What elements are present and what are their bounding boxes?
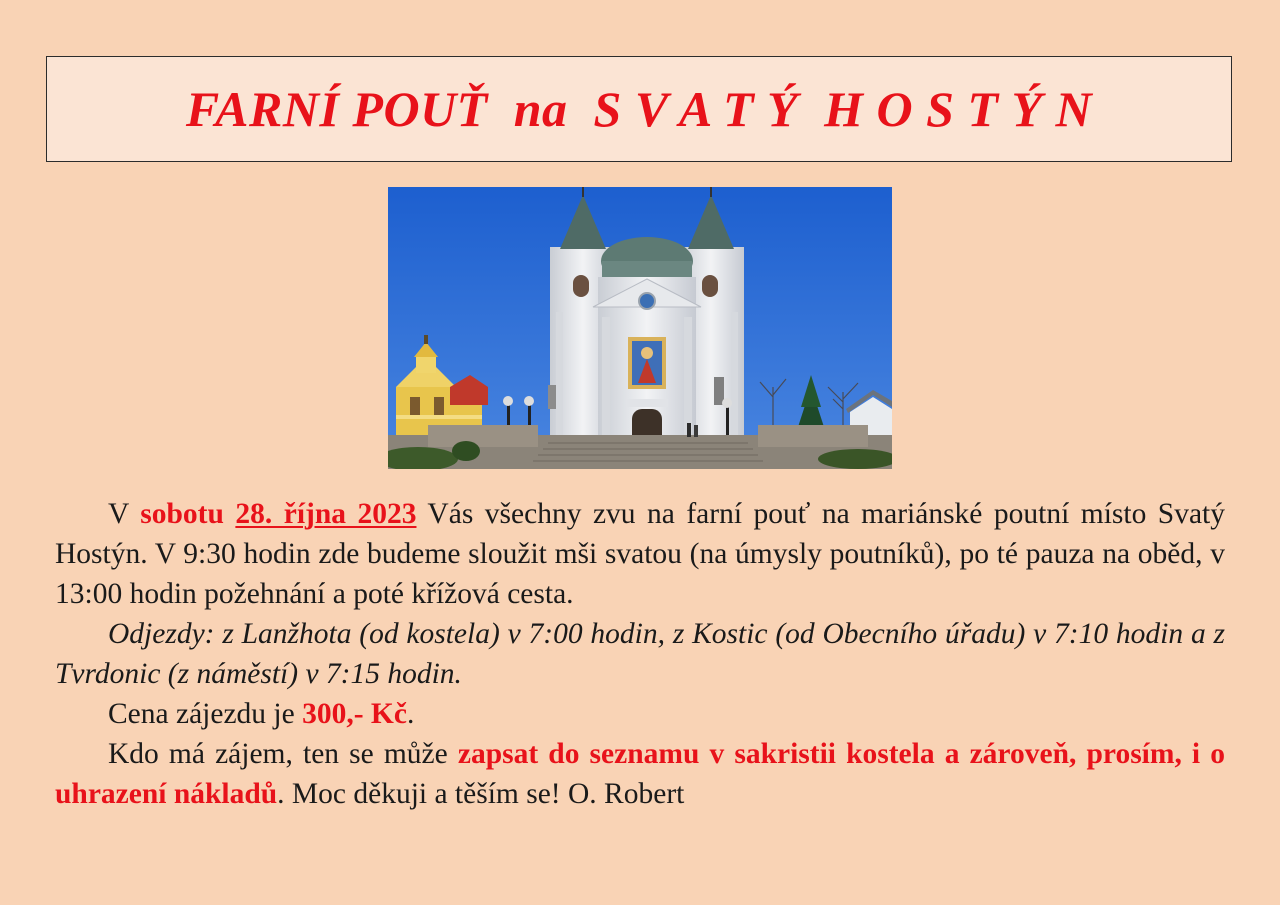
price-value: 300,- Kč bbox=[302, 698, 407, 730]
invitation-text bbox=[55, 494, 1225, 814]
basilica-photo bbox=[388, 187, 892, 469]
spacer bbox=[224, 498, 235, 530]
paragraph-intro bbox=[55, 494, 1225, 614]
signup-lead: Kdo má zájem, ten se může bbox=[108, 738, 458, 770]
price-end: . bbox=[406, 698, 415, 730]
date-highlight: 28. října 2023 bbox=[235, 498, 417, 530]
paragraph-departures: Odjezdy: z Lanžhota (od kostela) v 7:00 hodin, z Kostic (od Obecního úřadu) v 7:10 hodin a z Tvrdonic (z náměstí) v 7:15 hodin. bbox=[55, 618, 1225, 690]
intro-rest: Vás všechny zvu na farní pouť na mariánské poutní místo Svatý Hostýn. V 9:30 hodin zde budeme sloužit mši svatou (na úmysly poutníků), po té pauza na oběd, v 13:00 hodin požehnání a poté křížová cesta. bbox=[55, 498, 1225, 610]
signup-highlight: zapsat do seznamu v sakristii kostela a zároveň, prosím, i o uhrazení nákladů bbox=[55, 738, 1225, 810]
day-highlight: sobotu bbox=[140, 498, 224, 530]
price-lead: Cena zájezdu je bbox=[108, 698, 303, 730]
signup-end: . Moc děkuji a těším se! O. Robert bbox=[277, 778, 685, 810]
paragraph-price bbox=[55, 694, 1225, 734]
intro-lead: V bbox=[108, 498, 141, 530]
page-title: FARNÍ POUŤ na S V A T Ý H O S T Ý N bbox=[185, 81, 1093, 137]
title-box bbox=[46, 56, 1232, 162]
paragraph-signup bbox=[55, 734, 1225, 814]
